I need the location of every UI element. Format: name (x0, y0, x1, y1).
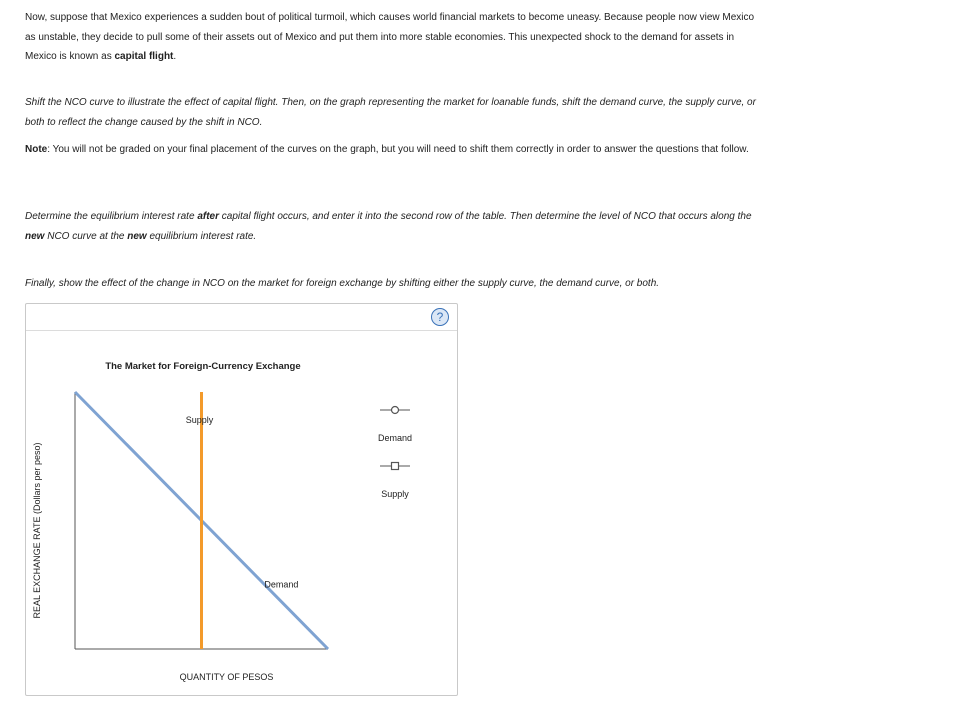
x-axis-label: QUANTITY OF PESOS (179, 672, 274, 682)
eq-emphasis-new-1: new (25, 230, 45, 242)
square-marker-icon (392, 463, 399, 470)
graph-panel (25, 303, 458, 696)
demand-curve-label: Demand (264, 579, 299, 590)
eq-emphasis-new-2: new (127, 230, 147, 242)
circle-marker-icon (392, 407, 399, 414)
chart-title: The Market for Foreign-Currency Exchange (105, 361, 301, 372)
intro-paragraph (25, 8, 765, 67)
eq-text-d: NCO curve at the (44, 230, 128, 242)
y-axis-label: REAL EXCHANGE RATE (Dollars per peso) (32, 442, 42, 619)
intro-period: . (173, 51, 177, 62)
legend-demand-tool[interactable] (378, 407, 412, 444)
instruction-foreign-exchange: Finally, show the effect of the change in NCO on the market for foreign exchange by shifting either the supply curve, the demand curve, or both. (25, 278, 660, 289)
help-icon[interactable]: ? (431, 308, 449, 326)
legend-supply-tool[interactable] (380, 463, 410, 500)
instruction-shift-nco: Shift the NCO curve to illustrate the effect of capital flight. Then, on the graph representing the market for loanable funds, shift the demand curve, the supply curve, or both to reflect the change caused by the shift in NCO. (25, 97, 756, 128)
note-paragraph (25, 140, 765, 160)
eq-text-c: capital flight occurs, and enter it into the second row of the table. Then determine the level of NCO that occurs along the (219, 211, 752, 222)
eq-text-a: Determine the equilibrium interest rate (25, 211, 198, 222)
instruction-equilibrium (25, 207, 765, 246)
legend-demand-label: Demand (377, 433, 413, 443)
eq-text-e: equilibrium interest rate. (146, 230, 257, 242)
capital-flight-term: capital flight (114, 51, 174, 62)
note-text: : You will not be graded on your final placement of the curves on the graph, but you will need to shift them correctly in order to answer the questions that follow. (47, 144, 749, 155)
legend-supply-label: Supply (381, 489, 409, 499)
eq-emphasis-after: after (197, 211, 219, 222)
intro-text: Now, suppose that Mexico experiences a sudden bout of political turmoil, which causes world financial markets to become uneasy. Because people now view Mexico as unstable, they decide to pull some of their assets out of Mexico and put them into more stable economies. This unexpected shock to the demand for assets in Mexico is known as (25, 12, 755, 62)
note-label: Note (25, 144, 48, 155)
supply-curve-label: Supply (185, 414, 214, 425)
foreign-exchange-graph (26, 304, 457, 695)
